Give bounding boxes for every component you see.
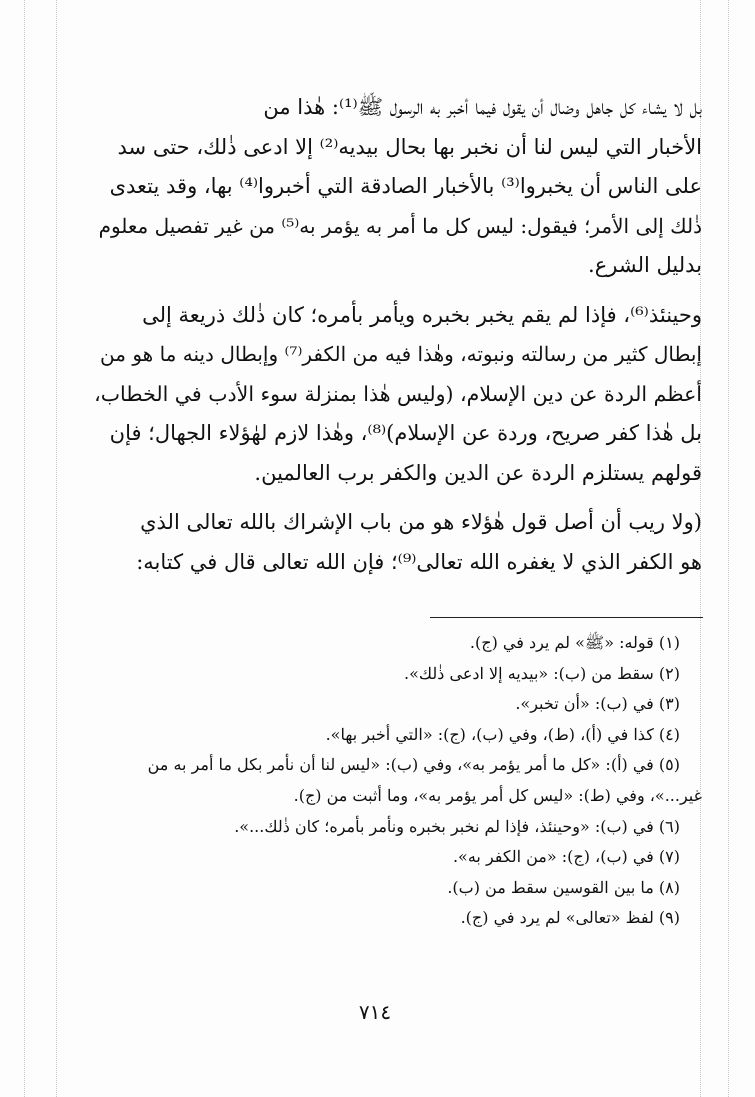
footnote: (٤) كذا في (أ)، (ط)، وفي (ب)، (ج): «التي أخبر بها». (325, 724, 680, 744)
text-line: قولهم يستلزم الردة عن الدين والكفر برب العالمين. (254, 460, 702, 485)
text-line: إبطال كثير من رسالته ونبوته، وهٰذا فيه من الكفر⁽⁷⁾ وإبطال دينه ما هو من (100, 342, 702, 366)
footnote: (٩) لفظ «تعالى» لم يرد في (ج). (460, 908, 680, 928)
text-line: ذٰلك إلى الأمر؛ فيقول: ليس كل ما أمر به يؤمر به⁽⁵⁾ من غير تفصيل معلوم (98, 213, 702, 238)
text-line: وحينئذ⁽⁶⁾، فإذا لم يقم يخبر بخبره ويأمر بأمره؛ كان ذٰلك ذريعة إلى (142, 302, 702, 327)
scan-guide-line (728, 0, 729, 1097)
text-line: هو الكفر الذي لا يغفره الله تعالى⁽⁹⁾؛ فإن الله تعالى قال في كتابه: (136, 549, 702, 574)
paragraph-2 (88, 296, 702, 494)
footnote: (٧) في (ب)، (ج): «من الكفر به». (452, 847, 680, 867)
footnote: (٦) في (ب): «وحينئذ، فإذا لم نخبر بخبره ونأمر بأمره؛ كان ذٰلك...». (234, 816, 680, 836)
text-line: الأخبار التي ليس لنا أن نخبر بها بحال بيديه⁽²⁾ إلا ادعى ذٰلك، حتى سد (117, 134, 702, 159)
page-number: ٧١٤ (358, 1000, 392, 1024)
footnote-continuation: غير...»، وفي (ط): «ليس كل أمر يؤمر به»، وما أثبت من (ج). (293, 785, 702, 805)
scan-guide-line (56, 0, 57, 1097)
scan-guide-line (24, 0, 25, 1097)
text-line: بل لا يشاء كل جاهل وضال أن يقول فيما أخبر به الرسول ﷺ⁽¹⁾: هٰذا من (263, 95, 702, 119)
footnotes (96, 628, 702, 934)
paragraph-3 (88, 503, 702, 582)
text-line: على الناس أن يخبروا⁽³⁾ بالأخبار الصادقة التي أخبروا⁽⁴⁾ بها، وقد يتعدى (109, 174, 702, 198)
text-line: بل هٰذا كفر صريح، وردة عن الإسلام)⁽⁸⁾، وهٰذا لازم لهٰؤلاء الجهال؛ فإن (109, 421, 702, 445)
footnote: (٣) في (ب): «أن تخبر». (515, 694, 680, 714)
text-line: بدليل الشرع. (588, 253, 702, 277)
footnote: (٥) في (أ): «كل ما أمر يؤمر به»، وفي (ب): «ليس لنا أن نأمر بكل ما أمر به من (147, 755, 680, 775)
paragraph-1 (88, 88, 702, 286)
text-line: أعظم الردة عن دين الإسلام، (وليس هٰذا بمنزلة سوء الأدب في الخطاب، (94, 381, 702, 406)
main-text (88, 88, 702, 592)
footnote: (٨) ما بين القوسين سقط من (ب). (447, 877, 680, 897)
footnote: (١) قوله: «ﷺ» لم يرد في (ج). (469, 633, 680, 652)
text-line: (ولا ريب أن أصل قول هٰؤلاء هو من باب الإشراك بالله تعالى الذي (140, 510, 702, 534)
footnote-separator (430, 617, 703, 618)
footnote: (٢) سقط من (ب): «بيديه إلا ادعى ذٰلك». (404, 663, 680, 683)
